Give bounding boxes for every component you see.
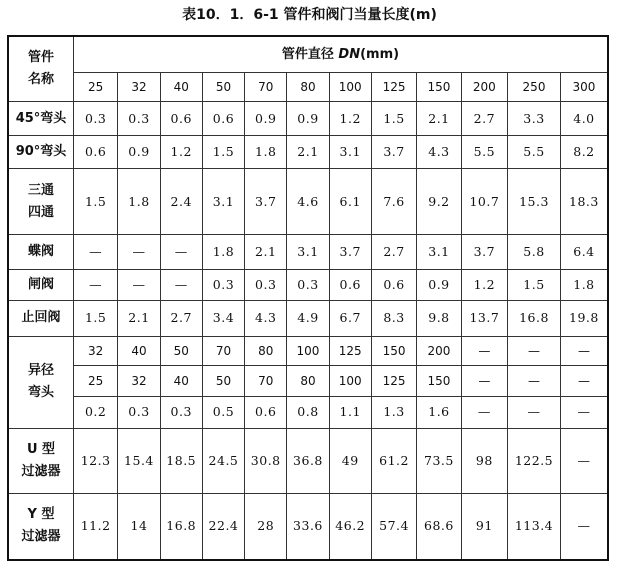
value-cell: — xyxy=(560,428,608,493)
value-cell: 3.7 xyxy=(245,169,287,235)
value-cell: 150 xyxy=(417,365,461,396)
value-cell: 0.6 xyxy=(371,269,416,300)
value-cell: 0.6 xyxy=(245,397,287,428)
table-row-reducer-2 xyxy=(8,365,608,396)
value-cell: — xyxy=(560,336,608,365)
value-cell: 40 xyxy=(160,365,202,396)
value-cell: 32 xyxy=(118,73,160,102)
value-cell: 98 xyxy=(461,428,507,493)
value-cell: — xyxy=(508,397,561,428)
value-cell: 1.2 xyxy=(461,269,507,300)
row-name-y-strainer xyxy=(8,493,73,560)
fitting-name-header-line1: 管件 xyxy=(27,50,54,66)
row-name-u-strainer xyxy=(8,428,73,493)
row-name-check-line1: 止回阀 xyxy=(21,310,61,326)
value-cell: 50 xyxy=(202,365,244,396)
value-cell: 40 xyxy=(118,336,160,365)
value-cell: 18.5 xyxy=(160,428,202,493)
value-cell: — xyxy=(160,269,202,300)
row-name-u-strainer-line2: 过滤器 xyxy=(21,463,61,479)
value-cell: 15.3 xyxy=(508,169,561,235)
value-cell: 150 xyxy=(417,73,461,102)
value-cell: 3.1 xyxy=(287,235,329,270)
value-cell: 57.4 xyxy=(371,493,416,560)
value-cell: 6.7 xyxy=(329,301,371,337)
value-cell: 0.3 xyxy=(118,102,160,135)
value-cell: 14 xyxy=(118,493,160,560)
value-cell: — xyxy=(461,397,507,428)
value-cell: 49 xyxy=(329,428,371,493)
value-cell: 9.8 xyxy=(417,301,461,337)
value-cell: 50 xyxy=(160,336,202,365)
value-cell: 5.5 xyxy=(508,135,561,168)
diameter-symbol: DN xyxy=(338,46,361,62)
value-cell: 3.1 xyxy=(417,235,461,270)
value-cell: 4.0 xyxy=(560,102,608,135)
value-cell: 1.5 xyxy=(73,169,117,235)
value-cell: 1.5 xyxy=(202,135,244,168)
value-cell: 8.3 xyxy=(371,301,416,337)
value-cell: 50 xyxy=(202,73,244,102)
header-row xyxy=(8,36,608,73)
value-cell: 1.5 xyxy=(73,301,117,337)
value-cell: 0.6 xyxy=(329,269,371,300)
value-cell: — xyxy=(560,493,608,560)
value-cell: 6.1 xyxy=(329,169,371,235)
value-cell: 80 xyxy=(245,336,287,365)
row-name-reducer-line2: 弯头 xyxy=(27,385,54,401)
value-cell: — xyxy=(461,365,507,396)
value-cell: — xyxy=(508,336,561,365)
value-cell: 3.4 xyxy=(202,301,244,337)
table-title: 表10．1．6-1 管件和阀门当量长度(m) xyxy=(182,7,437,23)
table-row-reducer-3 xyxy=(8,397,608,428)
row-name-butterfly xyxy=(8,235,73,270)
value-cell: 13.7 xyxy=(461,301,507,337)
value-cell: 7.6 xyxy=(371,169,416,235)
value-cell: 68.6 xyxy=(417,493,461,560)
value-cell: 150 xyxy=(371,336,416,365)
value-cell: 3.7 xyxy=(371,135,416,168)
value-cell: 24.5 xyxy=(202,428,244,493)
table-row-elbow45 xyxy=(8,102,608,135)
value-cell: 25 xyxy=(73,73,117,102)
row-name-butterfly-line1: 蝶阀 xyxy=(27,243,54,259)
value-cell: 113.4 xyxy=(508,493,561,560)
value-cell: 125 xyxy=(371,73,416,102)
value-cell: 4.3 xyxy=(245,301,287,337)
table-row-u-strainer xyxy=(8,428,608,493)
value-cell: 3.7 xyxy=(329,235,371,270)
value-cell: 0.2 xyxy=(73,397,117,428)
value-cell: — xyxy=(508,365,561,396)
value-cell: 4.9 xyxy=(287,301,329,337)
value-cell: 1.8 xyxy=(118,169,160,235)
fitting-name-header-line2: 名称 xyxy=(27,72,54,88)
value-cell: 0.8 xyxy=(287,397,329,428)
value-cell: 1.3 xyxy=(371,397,416,428)
value-cell: 73.5 xyxy=(417,428,461,493)
value-cell: 19.8 xyxy=(560,301,608,337)
value-cell: 16.8 xyxy=(160,493,202,560)
value-cell: — xyxy=(560,397,608,428)
value-cell: 70 xyxy=(245,73,287,102)
value-cell: 80 xyxy=(287,365,329,396)
value-cell: 3.3 xyxy=(508,102,561,135)
value-cell: — xyxy=(118,269,160,300)
table-row-elbow90 xyxy=(8,135,608,168)
value-cell: 25 xyxy=(73,365,117,396)
value-cell: 0.9 xyxy=(287,102,329,135)
value-cell: 70 xyxy=(245,365,287,396)
value-cell: 2.1 xyxy=(245,235,287,270)
value-cell: 2.4 xyxy=(160,169,202,235)
value-cell: 80 xyxy=(287,73,329,102)
value-cell: 6.4 xyxy=(560,235,608,270)
value-cell: 0.3 xyxy=(287,269,329,300)
value-cell: 70 xyxy=(202,336,244,365)
value-cell: 22.4 xyxy=(202,493,244,560)
value-cell: — xyxy=(73,235,117,270)
table-row-tee xyxy=(8,169,608,235)
value-cell: 3.7 xyxy=(461,235,507,270)
value-cell: 0.3 xyxy=(118,397,160,428)
diameter-row xyxy=(8,73,608,102)
value-cell: 32 xyxy=(118,365,160,396)
table-row-gate xyxy=(8,269,608,300)
value-cell: — xyxy=(560,365,608,396)
value-cell: 1.8 xyxy=(245,135,287,168)
value-cell: 8.2 xyxy=(560,135,608,168)
row-name-reducer-line1: 异径 xyxy=(27,363,54,379)
value-cell: 18.3 xyxy=(560,169,608,235)
value-cell: 32 xyxy=(73,336,117,365)
value-cell: 4.3 xyxy=(417,135,461,168)
row-name-elbow45-line1: 45°弯头 xyxy=(15,110,67,126)
value-cell: 2.1 xyxy=(287,135,329,168)
value-cell: 1.5 xyxy=(508,269,561,300)
value-cell: 0.6 xyxy=(160,102,202,135)
value-cell: 5.8 xyxy=(508,235,561,270)
value-cell: 0.3 xyxy=(73,102,117,135)
value-cell: 250 xyxy=(508,73,561,102)
value-cell: 40 xyxy=(160,73,202,102)
value-cell: 1.1 xyxy=(329,397,371,428)
row-name-reducer xyxy=(8,336,73,428)
value-cell: 1.2 xyxy=(329,102,371,135)
value-cell: 0.9 xyxy=(417,269,461,300)
value-cell: 2.1 xyxy=(417,102,461,135)
value-cell: 1.5 xyxy=(371,102,416,135)
value-cell: 16.8 xyxy=(508,301,561,337)
value-cell: 5.5 xyxy=(461,135,507,168)
value-cell: 100 xyxy=(287,336,329,365)
value-cell: 46.2 xyxy=(329,493,371,560)
value-cell: 200 xyxy=(417,336,461,365)
value-cell: — xyxy=(118,235,160,270)
value-cell: 100 xyxy=(329,365,371,396)
value-cell: 122.5 xyxy=(508,428,561,493)
table-row-reducer-1 xyxy=(8,336,608,365)
row-name-gate-line1: 闸阀 xyxy=(27,276,54,292)
value-cell: 3.1 xyxy=(329,135,371,168)
value-cell: 33.6 xyxy=(287,493,329,560)
value-cell: 0.3 xyxy=(202,269,244,300)
value-cell: 61.2 xyxy=(371,428,416,493)
value-cell: 1.2 xyxy=(160,135,202,168)
value-cell: 30.8 xyxy=(245,428,287,493)
fitting-name-header xyxy=(8,36,73,102)
value-cell: 125 xyxy=(329,336,371,365)
table-row-y-strainer xyxy=(8,493,608,560)
value-cell: — xyxy=(461,336,507,365)
value-cell: 0.6 xyxy=(202,102,244,135)
diameter-header xyxy=(73,36,608,73)
row-name-elbow45 xyxy=(8,102,73,135)
row-name-y-strainer-line2: 过滤器 xyxy=(21,529,61,545)
value-cell: 0.9 xyxy=(245,102,287,135)
value-cell: 15.4 xyxy=(118,428,160,493)
value-cell: 0.3 xyxy=(160,397,202,428)
row-name-elbow90-line1: 90°弯头 xyxy=(15,144,67,160)
value-cell: 91 xyxy=(461,493,507,560)
value-cell: 200 xyxy=(461,73,507,102)
value-cell: 2.7 xyxy=(461,102,507,135)
value-cell: — xyxy=(160,235,202,270)
value-cell: 1.8 xyxy=(202,235,244,270)
table-row-check xyxy=(8,301,608,337)
table-row-butterfly xyxy=(8,235,608,270)
row-name-u-strainer-line1: U 型 xyxy=(26,441,56,457)
row-name-tee xyxy=(8,169,73,235)
value-cell: 4.6 xyxy=(287,169,329,235)
value-cell: 2.7 xyxy=(371,235,416,270)
value-cell: 0.3 xyxy=(245,269,287,300)
row-name-check xyxy=(8,301,73,337)
value-cell: 9.2 xyxy=(417,169,461,235)
equivalent-length-table xyxy=(7,35,609,561)
row-name-tee-line1: 三通 xyxy=(27,182,54,198)
value-cell: 11.2 xyxy=(73,493,117,560)
row-name-tee-line2: 四通 xyxy=(27,204,54,220)
value-cell: 100 xyxy=(329,73,371,102)
row-name-gate xyxy=(8,269,73,300)
value-cell: 125 xyxy=(371,365,416,396)
value-cell: 3.1 xyxy=(202,169,244,235)
value-cell: 0.6 xyxy=(73,135,117,168)
value-cell: 12.3 xyxy=(73,428,117,493)
value-cell: 2.1 xyxy=(118,301,160,337)
value-cell: 1.6 xyxy=(417,397,461,428)
diameter-unit: (mm) xyxy=(360,46,400,62)
value-cell: 1.8 xyxy=(560,269,608,300)
value-cell: 0.5 xyxy=(202,397,244,428)
value-cell: 0.9 xyxy=(118,135,160,168)
value-cell: 36.8 xyxy=(287,428,329,493)
row-name-y-strainer-line1: Y 型 xyxy=(27,507,55,523)
diameter-header-label: 管件直径 xyxy=(281,46,339,62)
value-cell: 300 xyxy=(560,73,608,102)
row-name-elbow90 xyxy=(8,135,73,168)
value-cell: 10.7 xyxy=(461,169,507,235)
value-cell: 2.7 xyxy=(160,301,202,337)
value-cell: 28 xyxy=(245,493,287,560)
value-cell: — xyxy=(73,269,117,300)
